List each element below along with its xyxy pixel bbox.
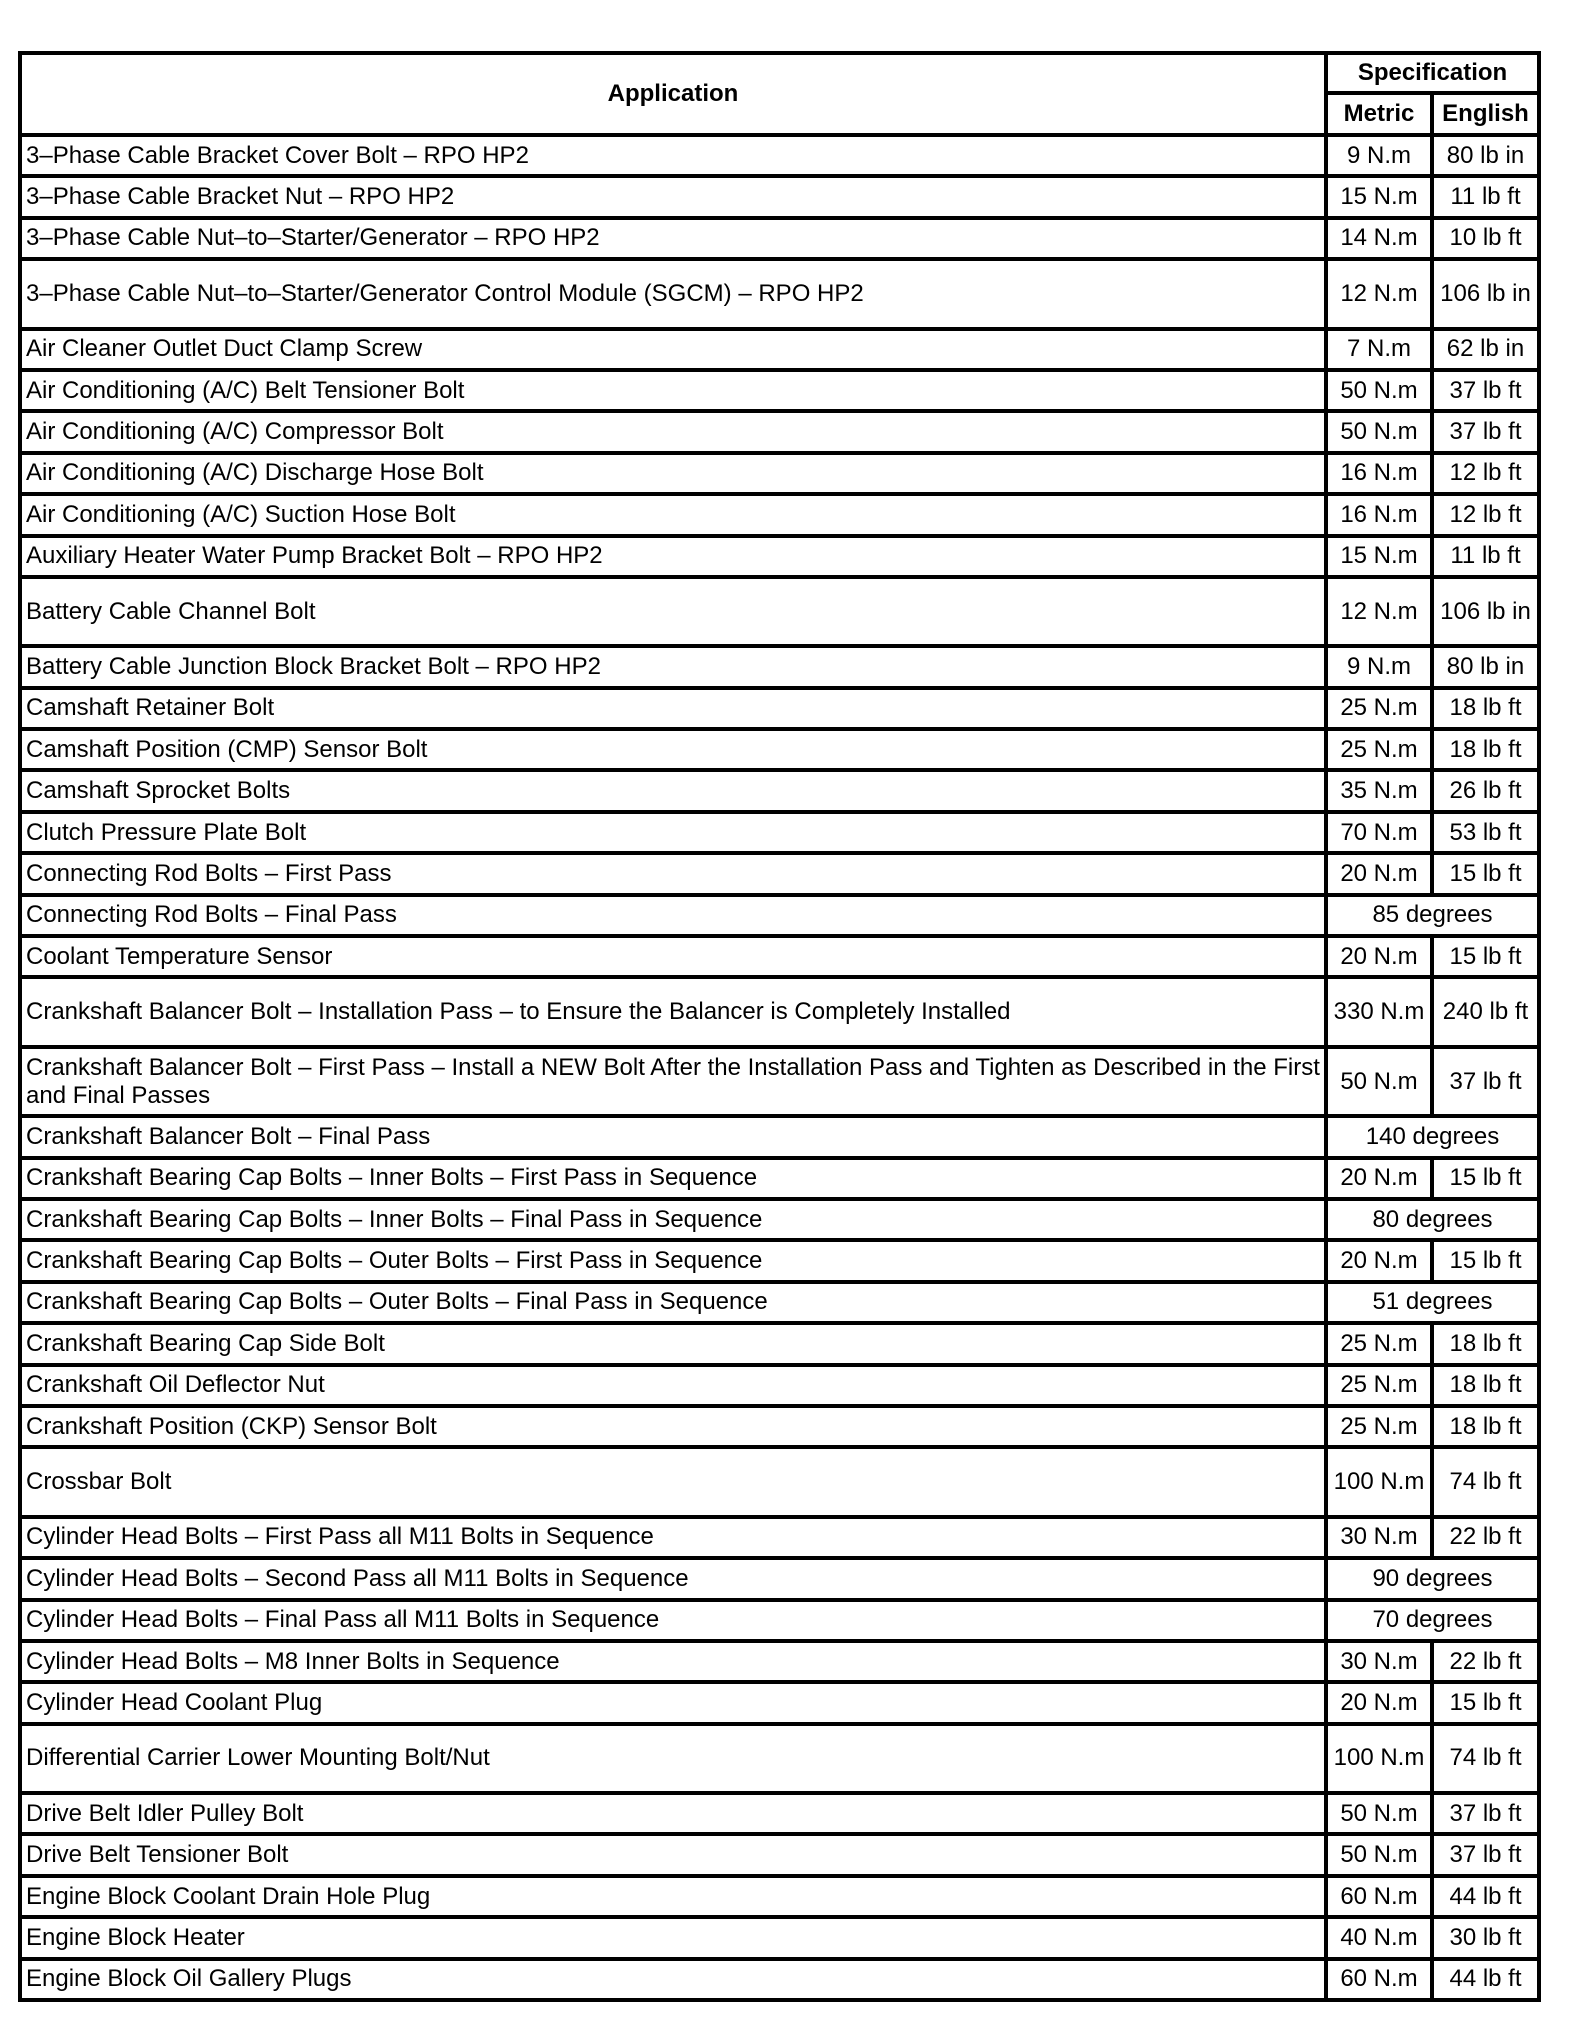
table-row bbox=[20, 936, 1539, 977]
application-cell: Crankshaft Balancer Bolt – Final Pass bbox=[20, 1116, 1326, 1157]
english-cell: 37 lb ft bbox=[1432, 1834, 1539, 1875]
application-cell: Cylinder Head Coolant Plug bbox=[20, 1682, 1326, 1723]
table-row bbox=[20, 1724, 1539, 1793]
english-cell: 15 lb ft bbox=[1432, 1158, 1539, 1199]
application-cell: Air Conditioning (A/C) Suction Hose Bolt bbox=[20, 494, 1326, 535]
table-row bbox=[20, 853, 1539, 894]
table-row bbox=[20, 218, 1539, 259]
metric-cell: 9 N.m bbox=[1326, 646, 1432, 687]
english-cell: 22 lb ft bbox=[1432, 1641, 1539, 1682]
angle-spec-cell: 80 degrees bbox=[1326, 1199, 1539, 1240]
english-cell: 37 lb ft bbox=[1432, 411, 1539, 452]
table-row bbox=[20, 895, 1539, 936]
metric-cell: 100 N.m bbox=[1326, 1447, 1432, 1516]
english-cell: 62 lb in bbox=[1432, 329, 1539, 370]
application-cell: Auxiliary Heater Water Pump Bracket Bolt – RPO HP2 bbox=[20, 536, 1326, 577]
english-cell: 30 lb ft bbox=[1432, 1917, 1539, 1958]
metric-cell: 20 N.m bbox=[1326, 1158, 1432, 1199]
table-row bbox=[20, 329, 1539, 370]
english-cell: 18 lb ft bbox=[1432, 729, 1539, 770]
application-cell: Engine Block Coolant Drain Hole Plug bbox=[20, 1876, 1326, 1917]
metric-cell: 25 N.m bbox=[1326, 688, 1432, 729]
english-cell: 44 lb ft bbox=[1432, 1959, 1539, 2000]
table-row bbox=[20, 259, 1539, 328]
application-cell: Crankshaft Bearing Cap Bolts – Outer Bolts – First Pass in Sequence bbox=[20, 1240, 1326, 1281]
application-cell: Battery Cable Junction Block Bracket Bolt – RPO HP2 bbox=[20, 646, 1326, 687]
table-row bbox=[20, 494, 1539, 535]
metric-cell: 30 N.m bbox=[1326, 1517, 1432, 1558]
application-cell: Cylinder Head Bolts – First Pass all M11 Bolts in Sequence bbox=[20, 1517, 1326, 1558]
metric-cell: 20 N.m bbox=[1326, 1240, 1432, 1281]
angle-spec-cell: 70 degrees bbox=[1326, 1600, 1539, 1641]
application-cell: Cylinder Head Bolts – M8 Inner Bolts in Sequence bbox=[20, 1641, 1326, 1682]
table-row bbox=[20, 1641, 1539, 1682]
header-metric: Metric bbox=[1326, 93, 1432, 135]
metric-cell: 35 N.m bbox=[1326, 770, 1432, 811]
application-cell: 3–Phase Cable Bracket Cover Bolt – RPO HP2 bbox=[20, 135, 1326, 176]
table-row bbox=[20, 536, 1539, 577]
english-cell: 26 lb ft bbox=[1432, 770, 1539, 811]
english-cell: 15 lb ft bbox=[1432, 1240, 1539, 1281]
english-cell: 44 lb ft bbox=[1432, 1876, 1539, 1917]
metric-cell: 12 N.m bbox=[1326, 577, 1432, 646]
table-row bbox=[20, 176, 1539, 217]
application-cell: Crankshaft Balancer Bolt – Installation Pass – to Ensure the Balancer is Completely Installed bbox=[20, 977, 1326, 1046]
application-cell: 3–Phase Cable Bracket Nut – RPO HP2 bbox=[20, 176, 1326, 217]
metric-cell: 50 N.m bbox=[1326, 411, 1432, 452]
english-cell: 18 lb ft bbox=[1432, 688, 1539, 729]
metric-cell: 12 N.m bbox=[1326, 259, 1432, 328]
metric-cell: 50 N.m bbox=[1326, 1793, 1432, 1834]
metric-cell: 25 N.m bbox=[1326, 1406, 1432, 1447]
table-row bbox=[20, 1682, 1539, 1723]
english-cell: 11 lb ft bbox=[1432, 536, 1539, 577]
english-cell: 18 lb ft bbox=[1432, 1323, 1539, 1364]
table-row bbox=[20, 1282, 1539, 1323]
table-row bbox=[20, 688, 1539, 729]
english-cell: 11 lb ft bbox=[1432, 176, 1539, 217]
application-cell: Drive Belt Idler Pulley Bolt bbox=[20, 1793, 1326, 1834]
application-cell: Crankshaft Bearing Cap Bolts – Inner Bolts – First Pass in Sequence bbox=[20, 1158, 1326, 1199]
table-row bbox=[20, 646, 1539, 687]
metric-cell: 16 N.m bbox=[1326, 453, 1432, 494]
table-row bbox=[20, 729, 1539, 770]
table-row bbox=[20, 1199, 1539, 1240]
table-row bbox=[20, 1917, 1539, 1958]
application-cell: Coolant Temperature Sensor bbox=[20, 936, 1326, 977]
application-cell: Drive Belt Tensioner Bolt bbox=[20, 1834, 1326, 1875]
english-cell: 37 lb ft bbox=[1432, 370, 1539, 411]
english-cell: 37 lb ft bbox=[1432, 1793, 1539, 1834]
metric-cell: 20 N.m bbox=[1326, 1682, 1432, 1723]
metric-cell: 50 N.m bbox=[1326, 1047, 1432, 1116]
table-row bbox=[20, 453, 1539, 494]
table-row bbox=[20, 1959, 1539, 2000]
table-row bbox=[20, 370, 1539, 411]
table-row bbox=[20, 577, 1539, 646]
table-row bbox=[20, 1365, 1539, 1406]
table-row bbox=[20, 1240, 1539, 1281]
application-cell: Engine Block Oil Gallery Plugs bbox=[20, 1959, 1326, 2000]
english-cell: 74 lb ft bbox=[1432, 1447, 1539, 1516]
english-cell: 12 lb ft bbox=[1432, 494, 1539, 535]
table-row bbox=[20, 1793, 1539, 1834]
metric-cell: 100 N.m bbox=[1326, 1724, 1432, 1793]
english-cell: 22 lb ft bbox=[1432, 1517, 1539, 1558]
metric-cell: 50 N.m bbox=[1326, 1834, 1432, 1875]
english-cell: 15 lb ft bbox=[1432, 1682, 1539, 1723]
table-row bbox=[20, 1158, 1539, 1199]
table-row bbox=[20, 977, 1539, 1046]
metric-cell: 9 N.m bbox=[1326, 135, 1432, 176]
torque-specification-table bbox=[18, 51, 1541, 2002]
metric-cell: 60 N.m bbox=[1326, 1876, 1432, 1917]
header-english: English bbox=[1432, 93, 1539, 135]
metric-cell: 25 N.m bbox=[1326, 729, 1432, 770]
application-cell: Air Cleaner Outlet Duct Clamp Screw bbox=[20, 329, 1326, 370]
application-cell: Camshaft Retainer Bolt bbox=[20, 688, 1326, 729]
application-cell: 3–Phase Cable Nut–to–Starter/Generator Control Module (SGCM) – RPO HP2 bbox=[20, 259, 1326, 328]
table-row bbox=[20, 1116, 1539, 1157]
metric-cell: 50 N.m bbox=[1326, 370, 1432, 411]
angle-spec-cell: 90 degrees bbox=[1326, 1558, 1539, 1599]
metric-cell: 20 N.m bbox=[1326, 853, 1432, 894]
metric-cell: 25 N.m bbox=[1326, 1323, 1432, 1364]
table-row bbox=[20, 1447, 1539, 1516]
application-cell: Connecting Rod Bolts – First Pass bbox=[20, 853, 1326, 894]
table-row bbox=[20, 135, 1539, 176]
table-row bbox=[20, 770, 1539, 811]
table-row bbox=[20, 1047, 1539, 1116]
application-cell: Battery Cable Channel Bolt bbox=[20, 577, 1326, 646]
metric-cell: 70 N.m bbox=[1326, 812, 1432, 853]
angle-spec-cell: 85 degrees bbox=[1326, 895, 1539, 936]
application-cell: Differential Carrier Lower Mounting Bolt/Nut bbox=[20, 1724, 1326, 1793]
english-cell: 240 lb ft bbox=[1432, 977, 1539, 1046]
application-cell: 3–Phase Cable Nut–to–Starter/Generator – RPO HP2 bbox=[20, 218, 1326, 259]
english-cell: 18 lb ft bbox=[1432, 1406, 1539, 1447]
table-body bbox=[20, 135, 1539, 2000]
application-cell: Crankshaft Bearing Cap Bolts – Outer Bolts – Final Pass in Sequence bbox=[20, 1282, 1326, 1323]
application-cell: Connecting Rod Bolts – Final Pass bbox=[20, 895, 1326, 936]
application-cell: Air Conditioning (A/C) Belt Tensioner Bolt bbox=[20, 370, 1326, 411]
metric-cell: 15 N.m bbox=[1326, 176, 1432, 217]
application-cell: Engine Block Heater bbox=[20, 1917, 1326, 1958]
angle-spec-cell: 51 degrees bbox=[1326, 1282, 1539, 1323]
application-cell: Crossbar Bolt bbox=[20, 1447, 1326, 1516]
english-cell: 12 lb ft bbox=[1432, 453, 1539, 494]
table-row bbox=[20, 1323, 1539, 1364]
table-row bbox=[20, 1517, 1539, 1558]
application-cell: Air Conditioning (A/C) Discharge Hose Bolt bbox=[20, 453, 1326, 494]
english-cell: 10 lb ft bbox=[1432, 218, 1539, 259]
application-cell: Air Conditioning (A/C) Compressor Bolt bbox=[20, 411, 1326, 452]
table-row bbox=[20, 1558, 1539, 1599]
header-application: Application bbox=[20, 53, 1326, 135]
english-cell: 18 lb ft bbox=[1432, 1365, 1539, 1406]
application-cell: Crankshaft Bearing Cap Side Bolt bbox=[20, 1323, 1326, 1364]
english-cell: 106 lb in bbox=[1432, 577, 1539, 646]
english-cell: 37 lb ft bbox=[1432, 1047, 1539, 1116]
metric-cell: 30 N.m bbox=[1326, 1641, 1432, 1682]
table-row bbox=[20, 812, 1539, 853]
metric-cell: 60 N.m bbox=[1326, 1959, 1432, 2000]
angle-spec-cell: 140 degrees bbox=[1326, 1116, 1539, 1157]
table-row bbox=[20, 1876, 1539, 1917]
english-cell: 80 lb in bbox=[1432, 646, 1539, 687]
application-cell: Crankshaft Oil Deflector Nut bbox=[20, 1365, 1326, 1406]
english-cell: 53 lb ft bbox=[1432, 812, 1539, 853]
table-row bbox=[20, 1600, 1539, 1641]
english-cell: 15 lb ft bbox=[1432, 936, 1539, 977]
application-cell: Crankshaft Bearing Cap Bolts – Inner Bolts – Final Pass in Sequence bbox=[20, 1199, 1326, 1240]
english-cell: 15 lb ft bbox=[1432, 853, 1539, 894]
metric-cell: 14 N.m bbox=[1326, 218, 1432, 259]
table-row bbox=[20, 411, 1539, 452]
metric-cell: 25 N.m bbox=[1326, 1365, 1432, 1406]
table-row bbox=[20, 1406, 1539, 1447]
english-cell: 106 lb in bbox=[1432, 259, 1539, 328]
metric-cell: 15 N.m bbox=[1326, 536, 1432, 577]
application-cell: Crankshaft Position (CKP) Sensor Bolt bbox=[20, 1406, 1326, 1447]
metric-cell: 20 N.m bbox=[1326, 936, 1432, 977]
metric-cell: 16 N.m bbox=[1326, 494, 1432, 535]
application-cell: Camshaft Sprocket Bolts bbox=[20, 770, 1326, 811]
application-cell: Crankshaft Balancer Bolt – First Pass – Install a NEW Bolt After the Installation Pass and Tighten as Described in the First and Final Passes bbox=[20, 1047, 1326, 1116]
application-cell: Cylinder Head Bolts – Second Pass all M11 Bolts in Sequence bbox=[20, 1558, 1326, 1599]
table-row bbox=[20, 1834, 1539, 1875]
metric-cell: 7 N.m bbox=[1326, 329, 1432, 370]
application-cell: Camshaft Position (CMP) Sensor Bolt bbox=[20, 729, 1326, 770]
application-cell: Cylinder Head Bolts – Final Pass all M11 Bolts in Sequence bbox=[20, 1600, 1326, 1641]
english-cell: 74 lb ft bbox=[1432, 1724, 1539, 1793]
metric-cell: 330 N.m bbox=[1326, 977, 1432, 1046]
english-cell: 80 lb in bbox=[1432, 135, 1539, 176]
header-specification: Specification bbox=[1326, 53, 1539, 93]
application-cell: Clutch Pressure Plate Bolt bbox=[20, 812, 1326, 853]
metric-cell: 40 N.m bbox=[1326, 1917, 1432, 1958]
